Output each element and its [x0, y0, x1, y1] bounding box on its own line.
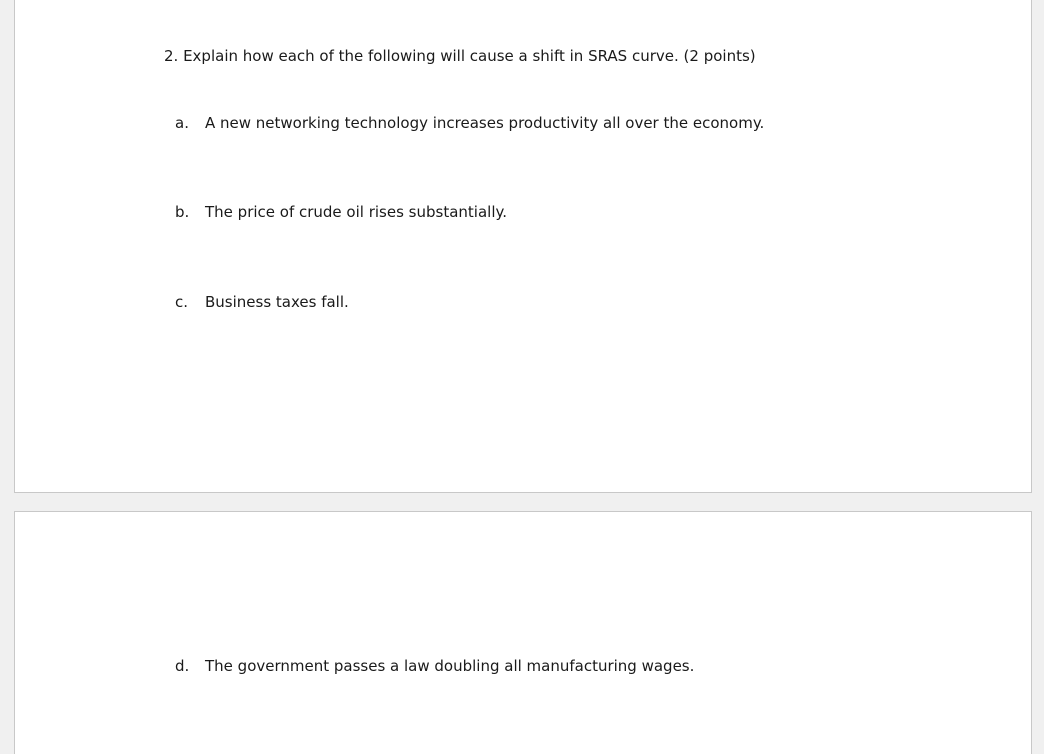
item-c-text: Business taxes fall. — [205, 293, 349, 311]
item-d-marker: d. — [175, 657, 190, 675]
item-b-marker: b. — [175, 203, 190, 221]
item-a-text: A new networking technology increases productivity all over the economy. — [205, 114, 765, 132]
item-a-marker: a. — [175, 114, 189, 132]
document-page-1 — [14, 0, 1032, 493]
item-b-text: The price of crude oil rises substantially. — [205, 203, 507, 221]
item-d-text: The government passes a law doubling all manufacturing wages. — [205, 657, 695, 675]
item-c-marker: c. — [175, 293, 189, 311]
document-page-2 — [14, 511, 1032, 754]
question-text: 2. Explain how each of the following will cause a shift in SRAS curve. (2 points) — [164, 47, 756, 65]
